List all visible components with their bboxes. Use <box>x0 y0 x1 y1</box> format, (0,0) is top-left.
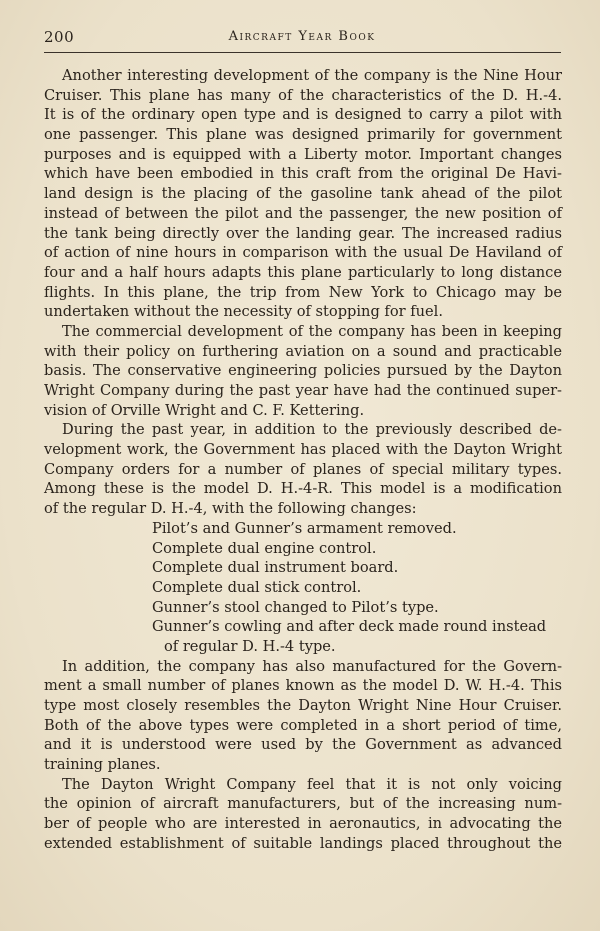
text-line: During the past year, in addition to the previously described de- <box>62 421 562 439</box>
list-item: Gunner’s stool changed to Pilot’s type. <box>152 598 439 616</box>
text-line: and it is understood were used by the Government as advanced <box>44 736 562 754</box>
text-line: purposes and is equipped with a Liberty motor. Important changes <box>44 145 562 163</box>
list-item: Pilot’s and Gunner’s armament removed. <box>152 519 457 537</box>
body-text <box>44 66 562 854</box>
text-line: of action of nine hours in comparison with the usual De Haviland of <box>44 244 562 262</box>
list-item: Complete dual stick control. <box>152 578 362 596</box>
text-line: type most closely resembles the Dayton Wright Nine Hour Cruiser. <box>44 697 562 714</box>
text-line: training planes. <box>44 756 161 774</box>
list-item-continuation: of regular D. H.-4 type. <box>164 637 336 655</box>
text-line: Among these is the model D. H.-4-R. This model is a modification <box>44 480 562 498</box>
text-line: The Dayton Wright Company feel that it is not only voicing <box>62 775 562 793</box>
list-item: Complete dual engine control. <box>152 539 377 557</box>
text-line: The commercial development of the company has been in keeping <box>62 322 562 340</box>
text-line: extended establishment of suitable landings placed throughout the <box>44 834 562 852</box>
text-line: undertaken without the necessity of stopping for fuel. <box>44 303 443 321</box>
header-rule <box>44 52 561 53</box>
text-line: In addition, the company has also manufactured for the Govern- <box>62 657 562 675</box>
text-line: vision of Orville Wright and C. F. Kettering. <box>44 401 365 419</box>
text-line: land design is the placing of the gasoline tank ahead of the pilot <box>44 185 562 203</box>
running-head: Aircraft Year Book <box>228 29 376 44</box>
text-line: Wright Company during the past year have had the continued super- <box>44 382 562 399</box>
list-item: Gunner’s cowling and after deck made round instead <box>152 618 547 636</box>
text-line: Another interesting development of the company is the Nine Hour <box>62 67 562 84</box>
text-line: flights. In this plane, the trip from New York to Chicago may be <box>44 283 562 301</box>
text-line: instead of between the pilot and the passenger, the new position of <box>44 204 562 222</box>
text-line: Both of the above types were completed in a short period of time, <box>44 716 562 734</box>
text-line: the opinion of aircraft manufacturers, but of the increasing num- <box>44 795 562 813</box>
text-line: velopment work, the Government has placed with the Dayton Wright <box>44 441 562 459</box>
text-line: Cruiser. This plane has many of the characteristics of the D. H.-4. <box>44 86 562 104</box>
text-line: ber of people who are interested in aeronautics, in advocating the <box>44 815 562 833</box>
text-line: basis. The conservative engineering policies pursued by the Dayton <box>44 362 562 380</box>
text-line: ment a small number of planes known as the model D. W. H.-4. This <box>44 677 562 695</box>
list-item: Complete dual instrument board. <box>152 559 399 577</box>
text-line: the tank being directly over the landing gear. The increased radius <box>44 224 562 242</box>
text-line: It is of the ordinary open type and is designed to carry a pilot with <box>44 106 562 124</box>
text-line: Company orders for a number of planes of special military types. <box>44 460 562 478</box>
text-line: four and a half hours adapts this plane particularly to long distance <box>44 263 562 281</box>
page-number: 200 <box>44 28 75 46</box>
page-header <box>44 28 560 50</box>
text-line: of the regular D. H.-4, with the following changes: <box>44 500 417 518</box>
text-line: with their policy on furthering aviation on a sound and practicable <box>44 342 562 360</box>
text-line: which have been embodied in this craft from the original De Havi- <box>44 165 562 183</box>
text-line: one passenger. This plane was designed primarily for government <box>44 126 562 144</box>
